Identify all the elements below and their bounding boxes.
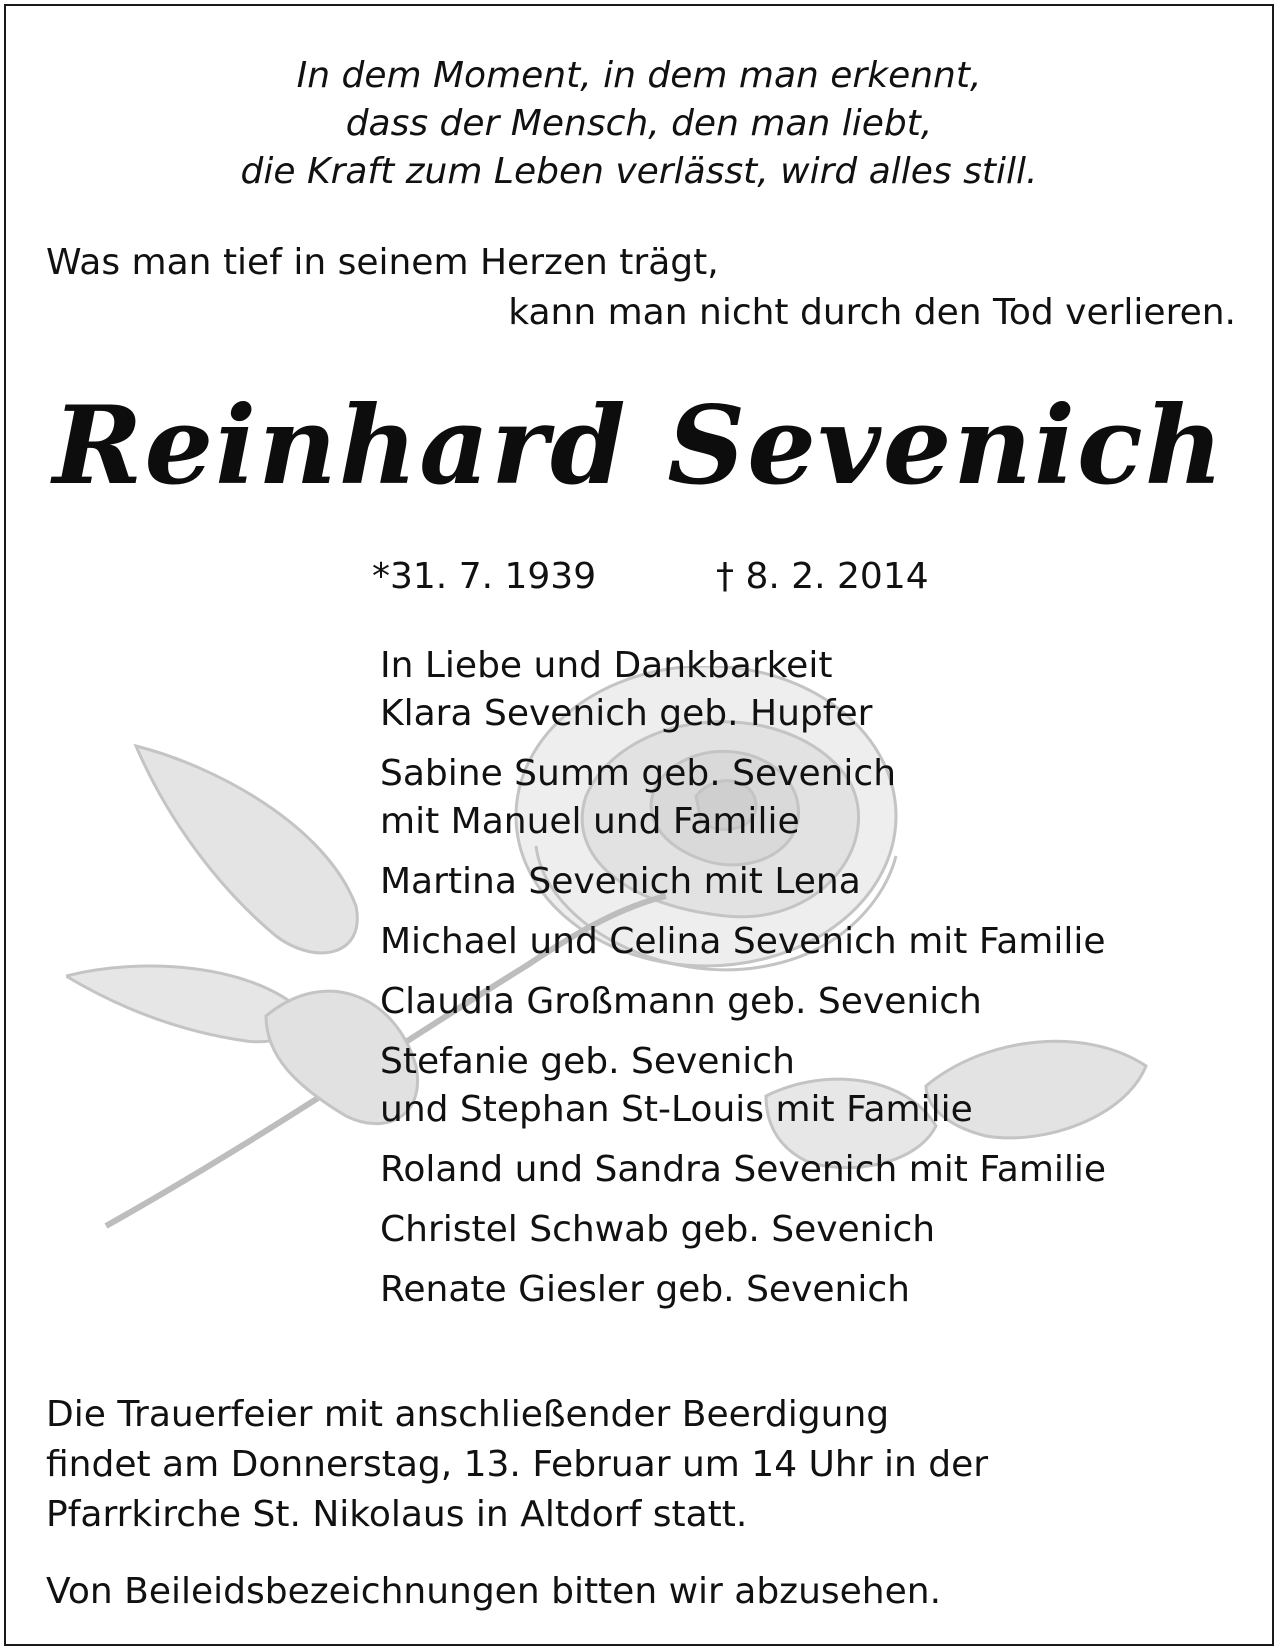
service-line: Pfarrkirche St. Nikolaus in Altdorf statt. bbox=[46, 1494, 748, 1535]
mourner-line: Stefanie geb. Sevenich bbox=[380, 1041, 795, 1082]
opening-verse bbox=[6, 52, 1272, 196]
mourner-line: Martina Sevenich mit Lena bbox=[380, 861, 861, 902]
mourner-group bbox=[380, 1266, 1240, 1314]
mourner-line: Roland und Sandra Sevenich mit Familie bbox=[380, 1149, 1107, 1190]
mourner-group bbox=[380, 918, 1240, 966]
mourner-line: Klara Sevenich geb. Hupfer bbox=[380, 693, 873, 734]
mourner-group bbox=[380, 858, 1240, 906]
mourners-list bbox=[380, 642, 1240, 1326]
death-date: † 8. 2. 2014 bbox=[716, 556, 929, 597]
saying bbox=[46, 238, 1246, 338]
verse-line: die Kraft zum Leben verlässt, wird alles still. bbox=[240, 151, 1038, 192]
mourner-group bbox=[380, 978, 1240, 1026]
mourner-group bbox=[380, 642, 1240, 738]
verse-line: dass der Mensch, den man liebt, bbox=[345, 103, 933, 144]
mourner-line: In Liebe und Dankbarkeit bbox=[380, 645, 833, 686]
funeral-service-info bbox=[46, 1390, 1246, 1540]
mourner-line: Claudia Großmann geb. Sevenich bbox=[380, 981, 982, 1022]
mourner-line: mit Manuel und Familie bbox=[380, 801, 800, 842]
rose-leaf bbox=[136, 746, 357, 953]
verse-line: In dem Moment, in dem man erkennt, bbox=[296, 55, 982, 96]
service-line: Die Trauerfeier mit anschließender Beerdigung bbox=[46, 1394, 890, 1435]
mourner-group bbox=[380, 750, 1240, 846]
mourner-line: und Stephan St-Louis mit Familie bbox=[380, 1089, 973, 1130]
mourner-line: Renate Giesler geb. Sevenich bbox=[380, 1269, 910, 1310]
mourner-group bbox=[380, 1146, 1240, 1194]
deceased-name: Reinhard Sevenich bbox=[52, 383, 1226, 509]
mourner-group bbox=[380, 1038, 1240, 1134]
mourner-line: Sabine Summ geb. Sevenich bbox=[380, 753, 897, 794]
mourner-line: Michael und Celina Sevenich mit Familie bbox=[380, 921, 1106, 962]
mourner-group bbox=[380, 1206, 1240, 1254]
saying-line: Was man tief in seinem Herzen trägt, bbox=[46, 242, 719, 283]
birth-date: *31. 7. 1939 bbox=[372, 556, 597, 597]
saying-line: kann man nicht durch den Tod verlieren. bbox=[508, 292, 1236, 333]
obituary-notice bbox=[4, 4, 1274, 1646]
condolence-note: Von Beileidsbezeichnungen bitten wir abzusehen. bbox=[46, 1571, 942, 1612]
mourner-line: Christel Schwab geb. Sevenich bbox=[380, 1209, 936, 1250]
service-line: findet am Donnerstag, 13. Februar um 14 Uhr in der bbox=[46, 1444, 989, 1485]
